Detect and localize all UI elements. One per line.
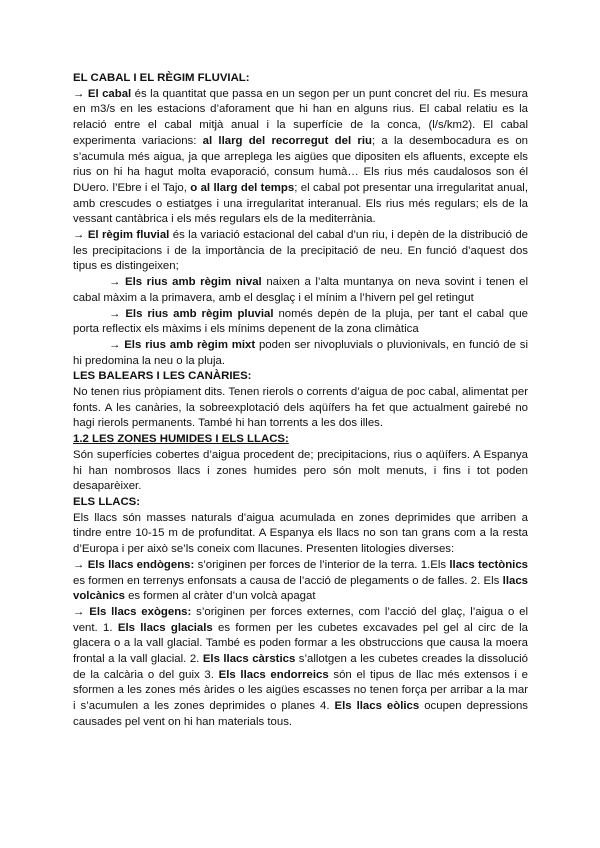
term-llacs-endorreics: Els llacs endorreics [218,668,329,681]
term-llarg-temps: o al llarg del temps [190,181,295,194]
paragraph-llacs-intro: Els llacs són masses naturals d’aigua acumulada en zones deprimides que arriben a tindre entre 10-15 m de profunditat. A Espanya els llacs no son tan grans com a la resta d’Europa i per això se’ls coneix com llacunes. Presenten litologies diverses: [73,511,528,556]
term-regim-pluvial: Els rius amb règim pluvial [125,307,274,320]
term-el-cabal: El cabal [87,87,132,100]
text-segment: s’originen per forces externes, com l’acció del glaç, l’aigua o el vent. 1. [73,605,528,634]
text-segment: ; a la desembocadura es on s’acumula més aigua, ja que arreplega les aigües que dipositen els afluents, excepte els rius on hi ha hagut molta evaporació, consum humà… Els rius més caudalosos son él DUero. l’Ebre i el Tajo, [73,134,528,194]
paragraph-regim-nival [73,275,528,306]
term-llacs-glacials: Els llacs glacials [117,621,213,634]
text-segment: són el tipus de llac més extensos i e sformen a les zones més àrides o les aigües escasses no tenen força per arribar a la mar i s’acumulen a les zones deprimides o planes 4. [73,668,528,713]
term-llacs-volcanics: llacs volcànics [73,574,528,603]
paragraph-llacs-endogens [73,558,528,605]
text-segment: és la variació estacional del cabal d’un riu, i depèn de la distribució de les precipitacions i de la importància de la precipitació de neu. En funció d’aquest dos tipus es distingeixen; [73,229,528,273]
document-body [73,71,528,731]
paragraph-zones-humides: Són superfícies cobertes d’aigua procedent de; precipitacions, rius o aqüífers. A Espanya hi han nombrosos llacs i zones humides pero són molt menuts, i fins i tot poden desaparèixer. [73,448,528,493]
term-regim-nival: Els rius amb règim nival [124,276,262,289]
arrow-icon: → [73,229,85,242]
text-segment: s’allotgen a les cubetes creades la dissolució de la calcària o del guix 3. [73,653,528,681]
term-llacs-endogens: Els llacs endògens: [87,558,195,571]
paragraph-llacs-exogens [73,605,528,731]
heading-balears: LES BALEARS I LES CANÀRIES: [73,370,252,383]
term-llacs-exogens: Els llacs exògens: [89,605,192,618]
text-segment: poden ser nivopluvials o pluvionivals, en funció de si hi predomina la neu o la pluja. [73,338,528,367]
text-segment: es formen en terrenys enfonsats a causa de l’acció de plegaments o de falles. 2. Els [73,574,503,587]
term-regim-fluvial: El règim fluvial [87,229,170,242]
text-segment: s’originen per forces de l’interior de la terra. 1.Els [194,558,450,571]
text-segment: es formen per les cubetes excavades pel gel al circ de la glacera o a la vall glacial. També es poden formar a les obstruccions que causa la moera frontal a la vall glacial. 2. [73,621,528,666]
paragraph-regim-pluvial [73,307,528,338]
arrow-icon: → [109,338,121,351]
arrow-icon: → [73,558,85,571]
paragraph-regim-fluvial [73,228,528,275]
text-segment: només depèn de la pluja, per tant el cabal que porta reflectix els màxims i els mínims depenent de la zona climàtica [73,307,529,336]
arrow-icon: → [109,307,121,320]
arrow-icon: → [109,276,121,289]
heading-zones-humides: 1.2 LES ZONES HUMIDES I ELS LLACS: [73,433,289,446]
text-segment: ; el cabal pot presentar una irregularitat anual, amb crescudes o estiatges i una irregularitat interanual. Els rius més regulars; els de la vessant cantàbrica i els més regulars els de la mediterrània. [73,181,528,226]
term-llacs-tectonics: llacs tectònics [449,558,528,571]
term-llacs-carstics: Els llacs càrstics [202,653,296,666]
text-segment: es formen al cràter d’un volcà apagat [124,590,316,603]
text-segment: naixen a l’alta muntanya on neva sovint i tenen el cabal màxim a la primavera, amb el desglaç i el mínim a l’hivern pel gel retingut [73,276,528,304]
paragraph-regim-mixt [73,338,528,369]
heading-cabal: EL CABAL I EL RÈGIM FLUVIAL: [73,72,250,84]
paragraph-balears: No tenen rius pròpiament dits. Tenen rierols o corrents d’aigua de poc cabal, alimentat per fonts. A les canàries, la sobreexplotació dels aqüífers ha fet que actualment gairebé no hagi rierols permanents. També hi han torrents a les dos illes. [73,386,528,430]
arrow-icon: → [73,87,85,100]
paragraph-el-cabal [73,87,528,228]
term-recorregut: al llarg del recorregut del riu [202,134,372,147]
text-segment: ocupen depressions causades pel vent on hi han materials tous. [73,700,528,728]
term-regim-mixt: Els rius amb règim mixt [124,338,256,351]
term-llacs-eolics: Els llacs eòlics [334,700,420,713]
arrow-icon: → [73,605,85,618]
heading-llacs: ELS LLACS: [73,495,141,508]
text-segment: és la quantitat que passa en un segon per un punt concret del riu. Es mesura en m3/s en les estacions d’aforament que hi han en alguns rius. El cabal relatiu es la relació entre el cabal mitjà anual i la superfície de la conca, (l/s/km2). El cabal experimenta variacions: [73,87,528,147]
